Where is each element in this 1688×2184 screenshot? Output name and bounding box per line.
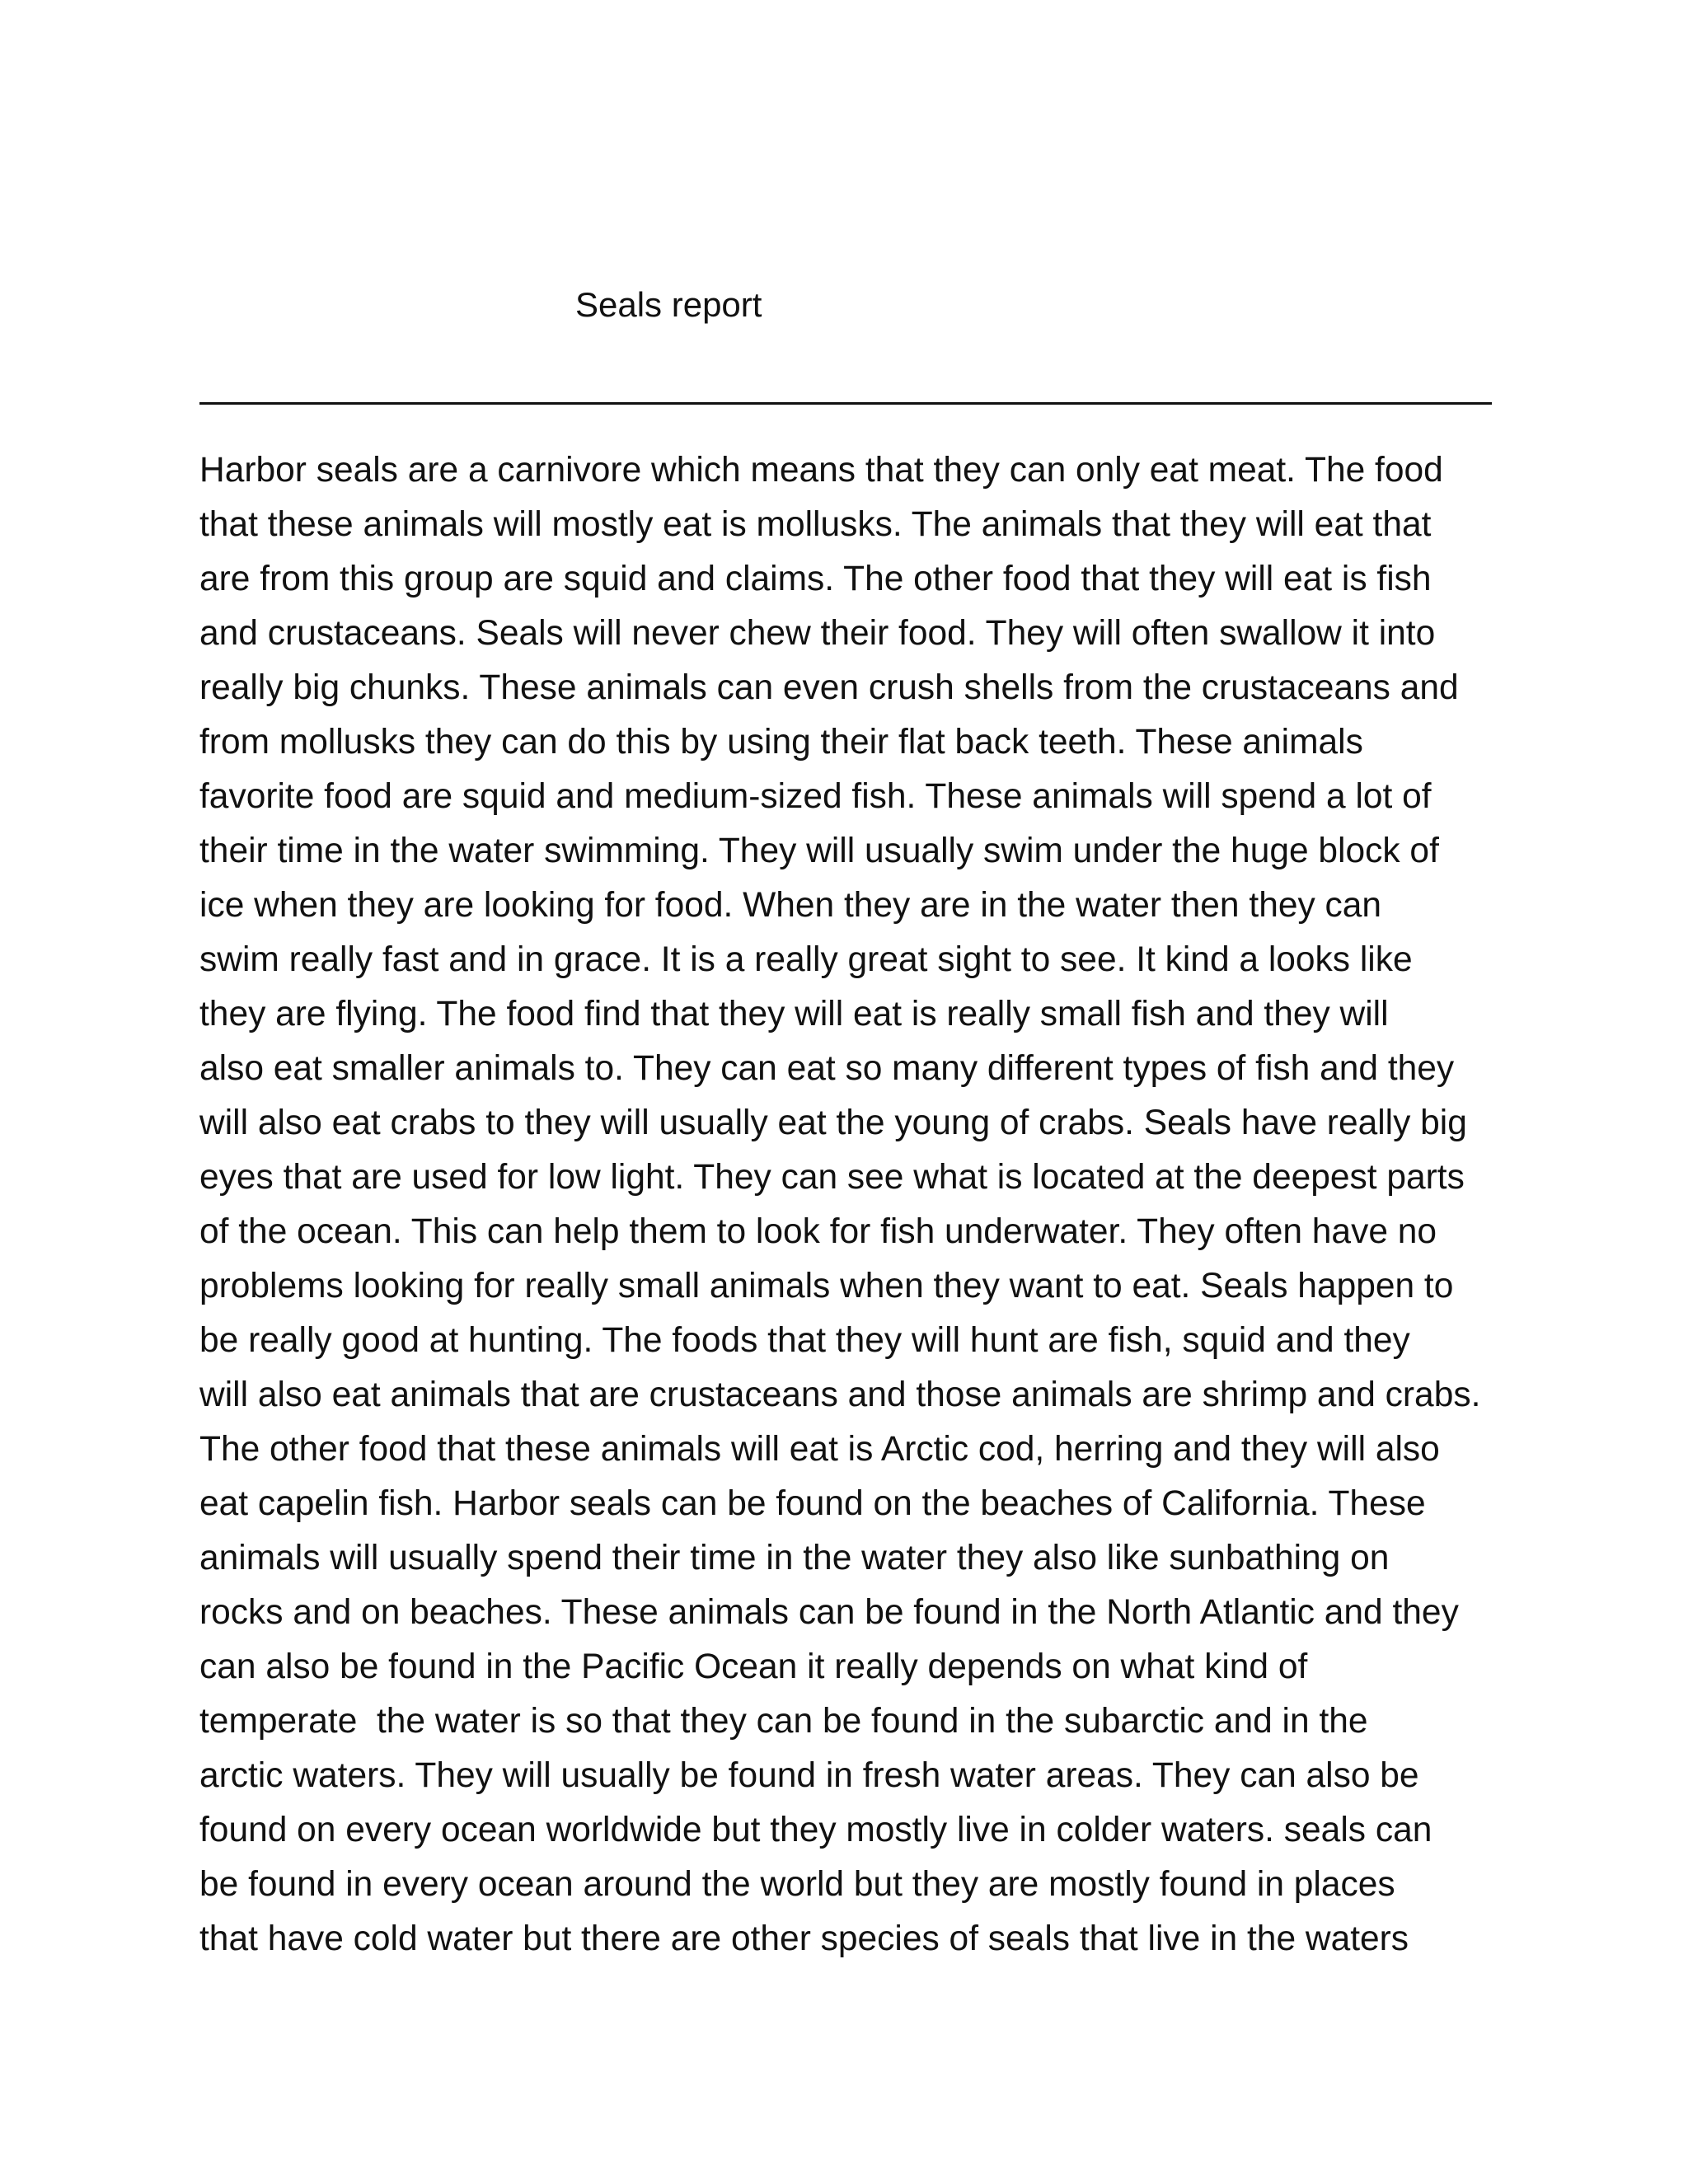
body-line: be really good at hunting. The foods that they will hunt are fish, squid and they: [199, 1321, 1410, 1360]
body-line: problems looking for really small animals when they want to eat. Seals happen to: [199, 1267, 1454, 1305]
body-line: found on every ocean worldwide but they mostly live in colder waters. seals can: [199, 1811, 1432, 1849]
body-line: really big chunks. These animals can even crush shells from the crustaceans and: [199, 668, 1459, 707]
report-body: [199, 443, 1510, 1966]
body-line: arctic waters. They will usually be found in fresh water areas. They can also be: [199, 1756, 1419, 1795]
body-line: favorite food are squid and medium-sized fish. These animals will spend a lot of: [199, 777, 1432, 816]
body-line: eyes that are used for low light. They can see what is located at the deepest parts: [199, 1158, 1465, 1197]
body-line: ice when they are looking for food. When they are in the water then they can: [199, 886, 1382, 925]
body-line: Harbor seals are a carnivore which means that they can only eat meat. The food: [199, 451, 1443, 490]
body-line: also eat smaller animals to. They can eat so many different types of fish and they: [199, 1049, 1455, 1088]
title-underline-rule: [199, 402, 1492, 405]
body-line: The other food that these animals will eat is Arctic cod, herring and they will also: [199, 1430, 1440, 1469]
body-line: can also be found in the Pacific Ocean it really depends on what kind of: [199, 1647, 1308, 1686]
body-line: from mollusks they can do this by using their flat back teeth. These animals: [199, 723, 1363, 762]
body-line: of the ocean. This can help them to look for fish underwater. They often have no: [199, 1212, 1437, 1251]
document-title: Seals report: [575, 285, 762, 324]
body-line: eat capelin fish. Harbor seals can be found on the beaches of California. These: [199, 1484, 1426, 1523]
body-line: and crustaceans. Seals will never chew their food. They will often swallow it into: [199, 614, 1436, 653]
body-line: rocks and on beaches. These animals can be found in the North Atlantic and they: [199, 1593, 1459, 1632]
body-line: they are flying. The food find that they will eat is really small fish and they will: [199, 995, 1389, 1033]
body-line: that have cold water but there are other species of seals that live in the waters: [199, 1919, 1409, 1958]
body-line: temperate the water is so that they can be found in the subarctic and in the: [199, 1702, 1368, 1741]
body-line: swim really fast and in grace. It is a really great sight to see. It kind a looks like: [199, 940, 1413, 979]
body-line: their time in the water swimming. They will usually swim under the huge block of: [199, 832, 1439, 870]
body-line: will also eat crabs to they will usually eat the young of crabs. Seals have really big: [199, 1104, 1467, 1142]
body-line: that these animals will mostly eat is mollusks. The animals that they will eat that: [199, 505, 1432, 544]
body-line: animals will usually spend their time in the water they also like sunbathing on: [199, 1539, 1390, 1577]
body-line: are from this group are squid and claims. The other food that they will eat is fish: [199, 560, 1432, 598]
body-line: will also eat animals that are crustaceans and those animals are shrimp and crabs.: [199, 1376, 1481, 1414]
body-line: be found in every ocean around the world but they are mostly found in places: [199, 1865, 1395, 1904]
